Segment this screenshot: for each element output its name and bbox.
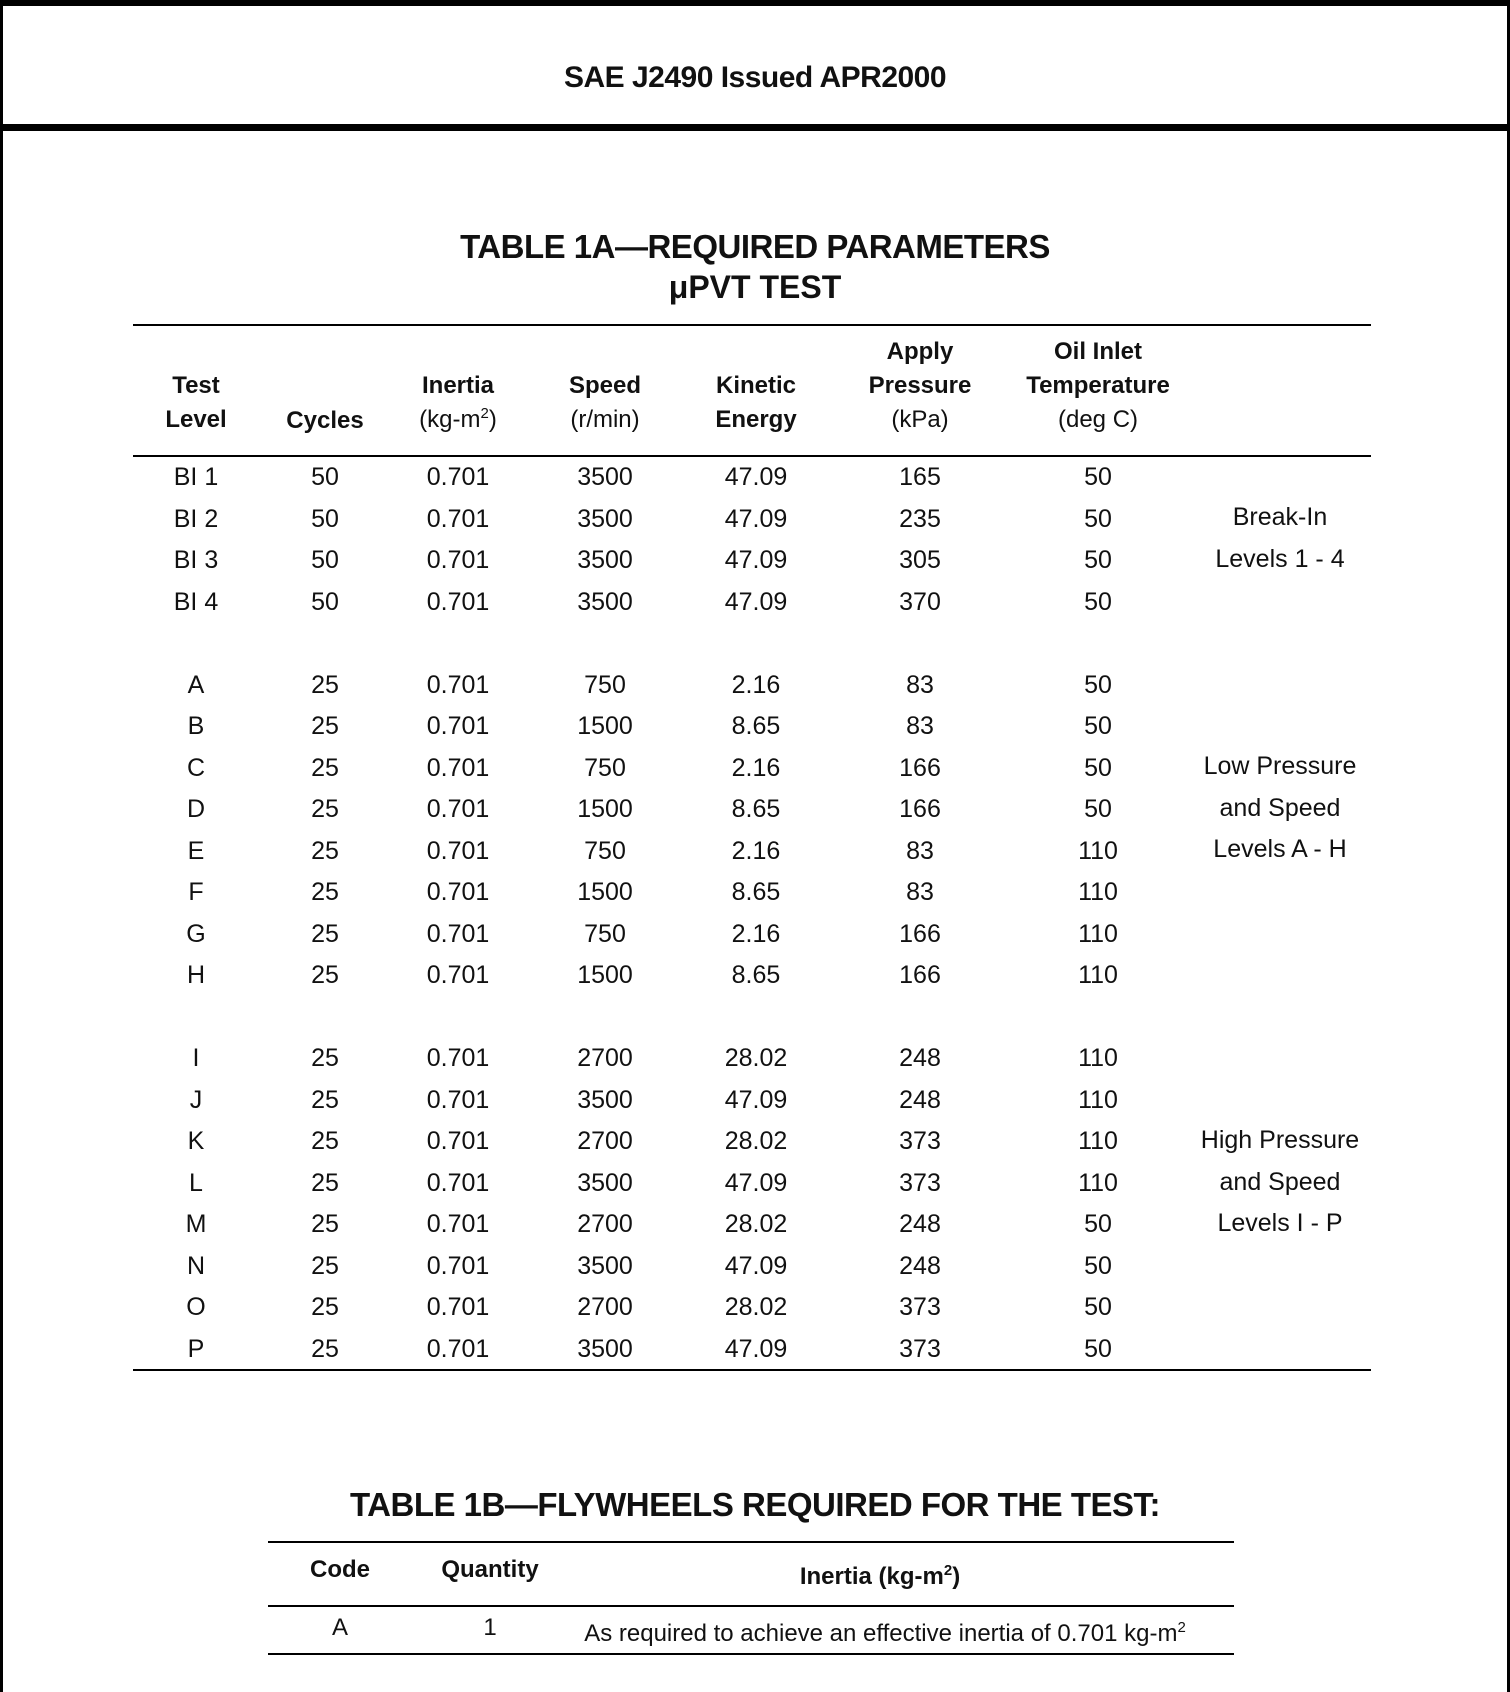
cell-cycles: 25: [311, 1168, 339, 1197]
note-low-pressure: Low Pressure and Speed Levels A - H: [1203, 752, 1357, 863]
cell-oil-inlet-temp: 50: [1084, 1251, 1112, 1280]
cell-kinetic-energy: 47.09: [724, 1085, 788, 1114]
cell-apply-pressure: 248: [899, 1085, 941, 1114]
cell-apply-pressure: 165: [899, 463, 941, 491]
page-header: [0, 6, 1510, 131]
cell-oil-inlet-temp: 50: [1084, 1334, 1112, 1363]
table-row: [0, 913, 1510, 955]
cell-cycles: 25: [311, 1085, 339, 1114]
cell-cycles: 25: [311, 919, 339, 948]
cell-kinetic-energy: 47.09: [724, 546, 788, 574]
cell-speed: 3500: [577, 546, 633, 574]
cell-speed: 750: [584, 836, 626, 865]
cell-test-level: BI 1: [173, 463, 219, 491]
cell-test-level: A: [187, 670, 205, 699]
cell-oil-inlet-temp: 50: [1084, 670, 1112, 699]
col-kinetic-energy-header: Kinetic Energy: [715, 372, 797, 433]
cell-cycles: 50: [311, 587, 339, 616]
cell-kinetic-energy: 8.65: [731, 961, 781, 989]
table-row: [0, 954, 1510, 996]
col-speed-header: Speed (r/min): [568, 372, 642, 433]
table-row: [0, 705, 1510, 747]
cell-cycles: 50: [311, 504, 339, 533]
cell-oil-inlet-temp: 110: [1078, 878, 1118, 906]
cell-kinetic-energy: 28.02: [724, 1127, 788, 1155]
cell-speed: 1500: [577, 795, 633, 823]
table-row: [0, 1079, 1510, 1121]
cell-inertia: 0.701: [426, 795, 490, 823]
cell-test-level: BI 4: [173, 587, 219, 616]
cell-apply-pressure: 373: [899, 1127, 941, 1155]
table-row: [0, 456, 1510, 498]
col-oil-inlet-temp-header: Oil Inlet Temperature (deg C): [1026, 338, 1170, 433]
cell-speed: 2700: [577, 1210, 633, 1238]
table-1a-subtitle: μPVT TEST: [668, 269, 842, 305]
cell-speed: 750: [584, 670, 626, 699]
cell-kinetic-energy: 47.09: [724, 1251, 788, 1280]
cell-test-level: E: [187, 836, 205, 865]
cell-test-level: B: [187, 712, 205, 740]
cell-apply-pressure: 235: [899, 504, 941, 533]
cell-oil-inlet-temp: 50: [1084, 1210, 1112, 1238]
cell-inertia: 0.701: [426, 1293, 490, 1321]
cell-speed: 2700: [577, 1293, 633, 1321]
cell-inertia: 0.701: [426, 1210, 490, 1238]
table-row: [0, 1286, 1510, 1328]
cell-test-level: BI 2: [173, 504, 219, 533]
cell-inertia: 0.701: [426, 504, 490, 533]
cell-apply-pressure: 370: [899, 587, 941, 616]
note-break-in: Break-In Levels 1 - 4: [1215, 503, 1345, 573]
cell-apply-pressure: 166: [899, 753, 941, 782]
cell-cycles: 25: [311, 1293, 339, 1321]
cell-kinetic-energy: 2.16: [731, 836, 781, 865]
cell-test-level: M: [185, 1210, 207, 1238]
cell-inertia: 0.701: [426, 463, 490, 491]
table-1b-bottom-rule: [268, 1653, 1234, 1655]
col-test-level-header: Test Level: [165, 372, 227, 433]
cell-oil-inlet-temp: 50: [1084, 463, 1112, 491]
cell-cycles: 25: [311, 1210, 339, 1238]
cell-cycles: 25: [311, 1334, 339, 1363]
cell-kinetic-energy: 28.02: [724, 1293, 788, 1321]
table-1b-title: TABLE 1B—FLYWHEELS REQUIRED FOR THE TEST:: [349, 1486, 1161, 1523]
cell-kinetic-energy: 47.09: [724, 504, 788, 533]
cell-speed: 1500: [577, 878, 633, 906]
cell-speed: 1500: [577, 712, 633, 740]
cell-apply-pressure: 83: [906, 878, 934, 906]
cell-test-level: C: [186, 753, 206, 782]
cell-test-level: N: [186, 1251, 206, 1280]
cell-speed: 750: [584, 919, 626, 948]
cell-oil-inlet-temp: 110: [1078, 1168, 1118, 1197]
cell-kinetic-energy: 8.65: [731, 878, 781, 906]
cell-inertia: 0.701: [426, 836, 490, 865]
cell-cycles: 25: [311, 753, 339, 782]
cell-speed: 2700: [577, 1044, 633, 1072]
cell-cycles: 25: [311, 878, 339, 906]
col-cycles-header: Cycles: [286, 407, 364, 434]
table-row: [0, 581, 1510, 623]
cell-apply-pressure: 166: [899, 961, 941, 989]
cell-oil-inlet-temp: 50: [1084, 587, 1112, 616]
cell-cycles: 25: [311, 1044, 339, 1072]
cell-oil-inlet-temp: 110: [1078, 1127, 1118, 1155]
cell-speed: 3500: [577, 1251, 633, 1280]
cell-oil-inlet-temp: 50: [1084, 712, 1112, 740]
cell-kinetic-energy: 2.16: [731, 670, 781, 699]
cell-inertia: 0.701: [426, 670, 490, 699]
cell-kinetic-energy: 8.65: [731, 795, 781, 823]
col-code-header: Code: [310, 1556, 370, 1583]
table-row: [0, 871, 1510, 913]
cell-speed: 3500: [577, 1334, 633, 1363]
cell-inertia: 0.701: [426, 878, 490, 906]
table-1b-header-rule: [268, 1605, 1234, 1607]
cell-oil-inlet-temp: 110: [1078, 1044, 1118, 1072]
cell-oil-inlet-temp: 110: [1078, 961, 1118, 989]
cell-oil-inlet-temp: 50: [1084, 504, 1112, 533]
cell-oil-inlet-temp: 110: [1078, 836, 1118, 865]
cell-cycles: 25: [311, 1127, 339, 1155]
cell-oil-inlet-temp: 50: [1084, 795, 1112, 823]
table-1a-bottom-rule: [133, 1369, 1371, 1371]
cell-apply-pressure: 83: [906, 836, 934, 865]
cell-oil-inlet-temp: 50: [1084, 1293, 1112, 1321]
cell-apply-pressure: 373: [899, 1293, 941, 1321]
cell-kinetic-energy: 2.16: [731, 753, 781, 782]
cell-inertia: 0.701: [426, 1334, 490, 1363]
cell-inertia: 0.701: [426, 712, 490, 740]
cell-inertia: 0.701: [426, 919, 490, 948]
cell-kinetic-energy: 2.16: [731, 919, 781, 948]
cell-speed: 3500: [577, 463, 633, 491]
table-row: [0, 664, 1510, 706]
cell-inertia: 0.701: [426, 587, 490, 616]
cell-test-level: H: [186, 961, 206, 989]
flywheel-inertia: As required to achieve an effective inertia of 0.701 $kg-m^2$: [584, 1619, 1186, 1647]
cell-kinetic-energy: 47.09: [724, 1334, 788, 1363]
cell-apply-pressure: 248: [899, 1251, 941, 1280]
cell-test-level: L: [189, 1168, 203, 1197]
cell-cycles: 25: [311, 836, 339, 865]
cell-kinetic-energy: 8.65: [731, 712, 781, 740]
cell-apply-pressure: 83: [906, 712, 934, 740]
cell-oil-inlet-temp: 50: [1084, 546, 1112, 574]
cell-inertia: 0.701: [426, 753, 490, 782]
table-1a-title: TABLE 1A—REQUIRED PARAMETERS: [460, 228, 1050, 265]
table-row: [0, 1328, 1510, 1370]
cell-cycles: 25: [311, 795, 339, 823]
cell-test-level: I: [192, 1044, 200, 1072]
cell-cycles: 50: [311, 546, 339, 574]
note-high-pressure: High Pressure and Speed Levels I - P: [1200, 1126, 1360, 1237]
cell-speed: 3500: [577, 587, 633, 616]
cell-oil-inlet-temp: 110: [1078, 1085, 1118, 1114]
cell-apply-pressure: 373: [899, 1168, 941, 1197]
cell-test-level: O: [186, 1293, 206, 1321]
cell-speed: 3500: [577, 504, 633, 533]
cell-kinetic-energy: 28.02: [724, 1044, 788, 1072]
cell-test-level: D: [186, 795, 206, 823]
cell-cycles: 25: [311, 961, 339, 989]
cell-kinetic-energy: 47.09: [724, 1168, 788, 1197]
cell-kinetic-energy: 47.09: [724, 587, 788, 616]
cell-inertia: 0.701: [426, 1251, 490, 1280]
cell-oil-inlet-temp: 50: [1084, 753, 1112, 782]
cell-inertia: 0.701: [426, 546, 490, 574]
cell-inertia: 0.701: [426, 1085, 490, 1114]
cell-cycles: 25: [311, 712, 339, 740]
cell-apply-pressure: 248: [899, 1044, 941, 1072]
cell-apply-pressure: 83: [906, 670, 934, 699]
table-row: [0, 1037, 1510, 1079]
cell-apply-pressure: 373: [899, 1334, 941, 1363]
cell-speed: 750: [584, 753, 626, 782]
cell-apply-pressure: 166: [899, 795, 941, 823]
flywheel-quantity: 1: [483, 1614, 497, 1641]
cell-speed: 3500: [577, 1085, 633, 1114]
cell-kinetic-energy: 47.09: [724, 463, 788, 491]
cell-speed: 1500: [577, 961, 633, 989]
cell-oil-inlet-temp: 110: [1078, 919, 1118, 948]
cell-test-level: J: [189, 1085, 203, 1114]
cell-speed: 3500: [577, 1168, 633, 1197]
header-title: SAE J2490 Issued APR2000: [563, 61, 947, 94]
cell-inertia: 0.701: [426, 961, 490, 989]
cell-kinetic-energy: 28.02: [724, 1210, 788, 1238]
cell-inertia: 0.701: [426, 1044, 490, 1072]
table-1b-top-rule: [268, 1541, 1234, 1543]
cell-apply-pressure: 166: [899, 919, 941, 948]
cell-apply-pressure: 248: [899, 1210, 941, 1238]
cell-test-level: BI 3: [173, 546, 219, 574]
cell-cycles: 25: [311, 1251, 339, 1280]
cell-test-level: F: [188, 878, 204, 906]
flywheel-code: A: [331, 1614, 348, 1641]
cell-test-level: P: [187, 1334, 205, 1363]
cell-test-level: G: [186, 919, 206, 948]
cell-cycles: 50: [311, 463, 339, 491]
cell-cycles: 25: [311, 670, 339, 699]
col-flywheel-inertia-header: Inertia $(kg-m^2)$: [799, 1562, 961, 1590]
col-apply-pressure-header: Apply Pressure (kPa): [868, 338, 972, 433]
cell-apply-pressure: 305: [899, 546, 941, 574]
cell-test-level: K: [187, 1127, 205, 1155]
cell-inertia: 0.701: [426, 1127, 490, 1155]
cell-speed: 2700: [577, 1127, 633, 1155]
table-1a-top-rule: [133, 324, 1371, 326]
table-row: [0, 1245, 1510, 1287]
cell-inertia: 0.701: [426, 1168, 490, 1197]
col-quantity-header: Quantity: [441, 1556, 539, 1583]
col-inertia-header: Inertia $(kg-m^2)$: [419, 372, 497, 433]
